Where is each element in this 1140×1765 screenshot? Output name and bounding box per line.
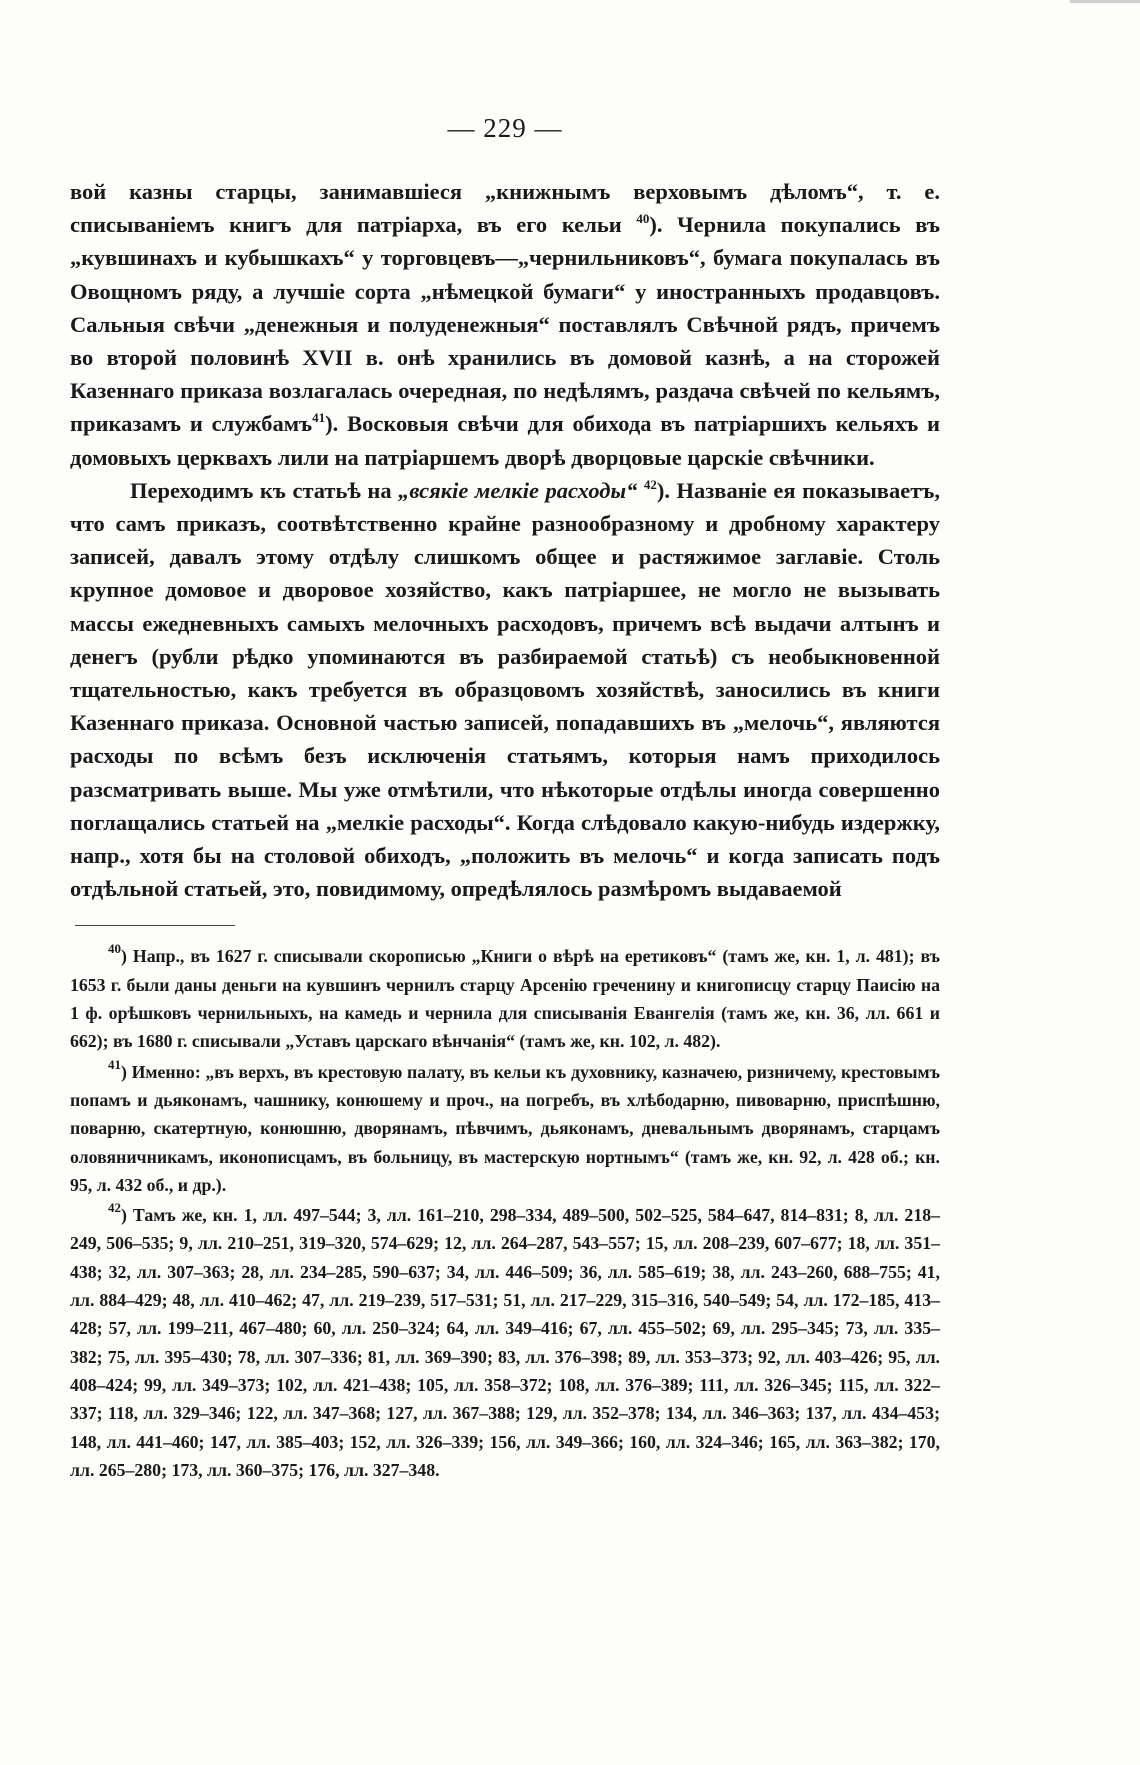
footnote-41 [70, 1058, 940, 1199]
footnote-41-text: ) Именно: „въ верхъ, въ крестовую палату, въ кельи къ духовнику, казначею, ризничему, крестовымъ попамъ и дьяконамъ, чашнику, конюшему и проч., на погребъ, въ хлѣбодарню, пивоварню, приспѣшню, поварню, скатертную, конюшню, дворянамъ, пѣвчимъ, дьяконамъ, дневальнымъ дворянамъ, старцамъ оловяничникамъ, иконописцамъ, въ больницу, въ мастерскую нортнымъ“ (тамъ же, кн. 92, л. 428 об.; кн. 95, л. 432 об., и др.). [70, 1061, 940, 1195]
footnote-42 [70, 1201, 940, 1484]
paragraph-2-text-b: ). Названіе ея показываетъ, что самъ приказъ, соотвѣтственно крайне разнообразному и дробному характеру записей, давалъ этому отдѣлу слишкомъ общее и растяжимое заглавіе. Столь крупное домовое и дворовое хозяйство, какъ патріаршее, не могло не вызывать массы ежедневныхъ самыхъ мелочныхъ расходовъ, причемъ всѣ выдачи алтынъ и денегъ (рубли рѣдко упоминаются въ разбираемой статьѣ) съ необыкновенной тщательностью, какъ требуется въ образцовомъ хозяйствѣ, заносились въ книги Казеннаго приказа. Основной частью записей, попадавшихъ въ „мелочь“, являются расходы по всѣмъ безъ исключенія статьямъ, которыя намъ приходилось разсматривать выше. Мы уже отмѣтили, что нѣкоторые отдѣлы иногда совершенно поглащались статьей на „мелкіе расходы“. Когда слѣдовало какую-нибудь издержку, напр., хотя бы на столовой обиходъ, „положить въ мелочь“ и когда записать подъ отдѣльной статьей, это, повидимому, опредѣлялось размѣромъ выдаваемой [70, 477, 940, 902]
footnote-40-text: ) Напр., въ 1627 г. списывали скорописью „Книги о вѣрѣ на еретиковъ“ (тамъ же, кн. 1, л. 481); въ 1653 г. были даны деньги на кувшинъ чернилъ старцу Арсенію греченину и книгописцу старцу Паисію на 1 ф. орѣшковъ чернильныхъ, на камедь и чернила для списыванія Евангелія (тамъ же, кн. 36, лл. 661 и 662); въ 1680 г. списывали „Уставъ царскаго вѣнчанія“ (тамъ же, кн. 102, л. 482). [70, 946, 940, 1052]
footnote-40 [70, 942, 940, 1055]
footnote-42-label: 42 [108, 1200, 121, 1216]
page-number: — 229 — [447, 113, 563, 143]
footnote-42-text: ) Тамъ же, кн. 1, лл. 497–544; 3, лл. 161–210, 298–334, 489–500, 502–525, 584–647, 814–831; 8, лл. 218–249, 506–535; 9, лл. 210–251, 319–320, 574–629; 12, лл. 264–287, 543–557; 15, лл. 208–239, 607–677; 18, лл. 351–438; 32, лл. 307–363; 28, лл. 234–285, 590–637; 34, лл. 446–509; 36, лл. 585–619; 38, лл. 243–260, 688–755; 41, лл. 884–429; 48, лл. 410–462; 47, лл. 219–239, 517–531; 51, лл. 217–229, 315–316, 540–549; 54, лл. 172–185, 413–428; 57, лл. 199–211, 467–480; 60, лл. 250–324; 64, лл. 349–416; 67, лл. 455–502; 69, лл. 295–345; 73, лл. 335–382; 75, лл. 395–430; 78, лл. 307–336; 81, лл. 369–390; 83, лл. 376–398; 89, лл. 353–373; 92, лл. 403–426; 95, лл. 408–424; 99, лл. 349–373; 102, лл. 421–438; 105, лл. 358–372; 108, лл. 376–389; 111, лл. 326–345; 115, лл. 322–337; 118, лл. 329–346; 122, лл. 347–368; 127, лл. 367–388; 129, лл. 352–378; 134, лл. 346–363; 137, лл. 434–453; 148, лл. 441–460; 147, лл. 385–403; 152, лл. 326–339; 156, лл. 349–366; 160, лл. 324–346; 165, лл. 363–382; 170, лл. 265–280; 173, лл. 360–375; 176, лл. 327–348. [70, 1205, 940, 1480]
footnotes [70, 942, 940, 1484]
paragraph-1-text-c: ). Восковыя свѣчи для обихода въ патріаршихъ кельяхъ и домовыхъ церквахъ лили на патріаршемъ дворѣ дворцовые царскіе свѣчники. [70, 411, 940, 470]
footnote-ref-42: 42 [643, 476, 657, 492]
paragraph-1 [70, 175, 940, 474]
scan-edge-mark [1070, 0, 1140, 3]
footnote-divider [75, 925, 235, 926]
footnote-41-label: 41 [108, 1056, 121, 1072]
paragraph-1-text-b: ). Чернила покупались въ „кувшинахъ и кубышкахъ“ у торговцевъ—„чернильниковъ“, бумага покупалась въ Овощномъ ряду, а лучшіе сорта „нѣмецкой бумаги“ у иностранныхъ продавцовъ. Сальныя свѣчи „денежныя и полуденежныя“ поставлялъ Свѣчной рядъ, причемъ во второй половинѣ XVII в. онѣ хранились въ домовой казнѣ, а на сторожей Казеннаго приказа возлагалась очередная, по недѣлямъ, раздача свѣчей по кельямъ, приказамъ и службамъ [70, 212, 940, 437]
paragraph-2-emphasis: „всякіе мелкіе расходы“ [398, 477, 638, 503]
document-page [70, 0, 940, 1486]
main-text [70, 175, 940, 905]
footnote-40-label: 40 [108, 941, 121, 957]
paragraph-1-text-a: вой казны старцы, занимавшіеся „книжнымъ верховымъ дѣломъ“, т. е. списываніемъ книгъ для патріарха, въ его кельи [70, 179, 940, 238]
paragraph-2-text-a: Переходимъ къ статьѣ на [130, 477, 399, 503]
footnote-ref-41: 41 [312, 410, 326, 426]
footnote-ref-40: 40 [636, 211, 650, 227]
paragraph-2 [70, 474, 940, 906]
